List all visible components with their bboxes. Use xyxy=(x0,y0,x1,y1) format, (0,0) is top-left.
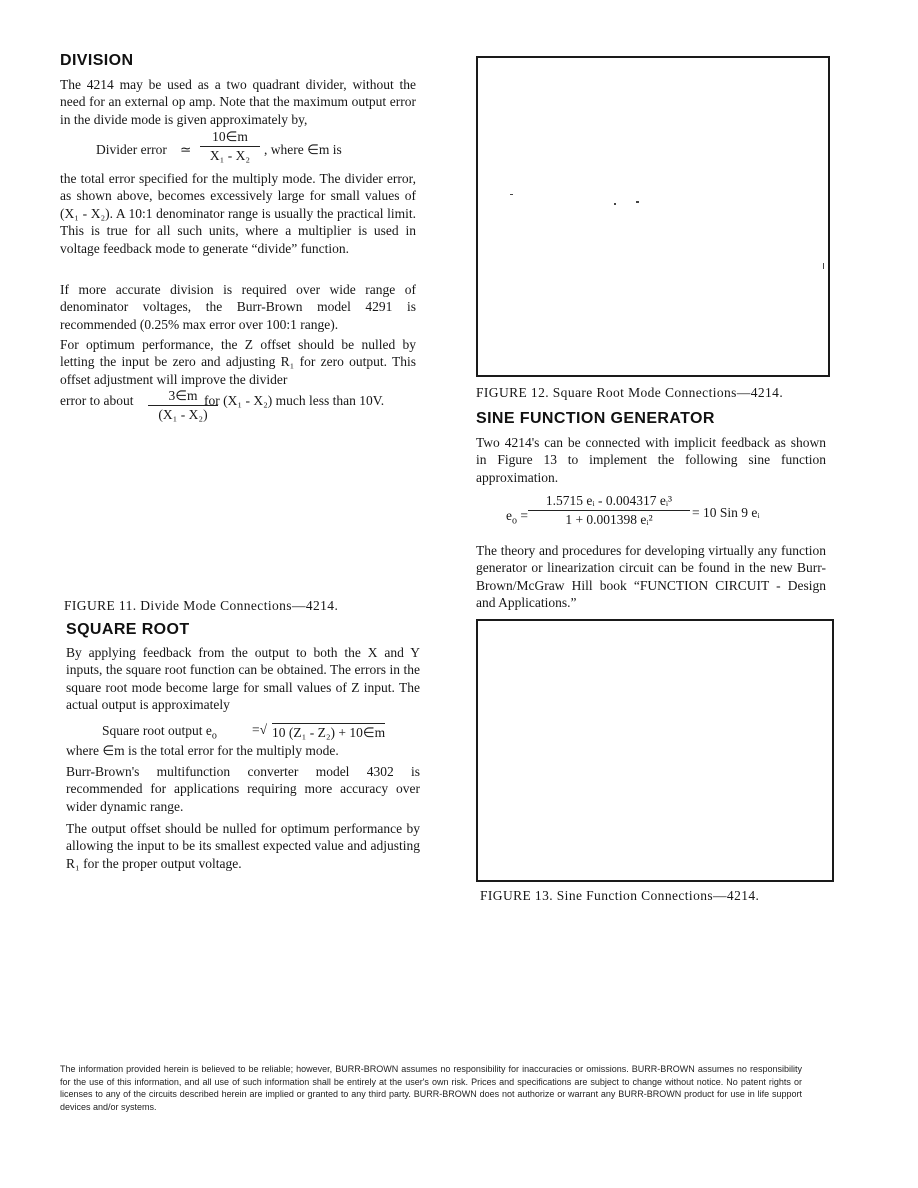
square-root-intro-paragraph: By applying feedback from the output to both the X and Y inputs, the square root function can be obtained. The errors in the square root mode become large for small values of Z input. The actual output is approximately xyxy=(66,645,420,713)
division-heading: DIVISION xyxy=(60,52,134,69)
sine-eq-fraction xyxy=(528,493,690,528)
radicand: 10 (Z₁ - Z₂) + 10∈m xyxy=(272,725,386,740)
approx-symbol: ≃ xyxy=(180,142,192,157)
scan-speck xyxy=(510,194,513,195)
division-offset-paragraph: For optimum performance, the Z offset should be nulled by letting the input be zero and adjusting R₁ for zero output. This offset adjustment will improve the divider xyxy=(60,337,416,387)
figure-11-caption: FIGURE 11. Divide Mode Connections—4214. xyxy=(64,598,339,613)
sine-eq-bar xyxy=(528,510,690,511)
legal-disclaimer: The information provided herein is believed to be reliable; however, BURR-BROWN assumes no responsibility for inaccuracies or omissions. BURR-BROWN assumes no responsibility for the use of this information, and all use of such information shall be entirely at the user's own risk. Prices and specifications are subject to change without notice. No patent rights or licenses to any of the circuits described herein are implied or granted to any third party. BURR-BROWN does not authorize or warrant any BURR-BROWN product for use in life support devices and/or systems. xyxy=(60,1064,802,1112)
sine-eq-numerator: 1.5715 eᵢ - 0.004317 eᵢ³ xyxy=(545,493,673,508)
figure-13-box xyxy=(476,619,834,882)
offset-eq-denominator: (X₁ - X₂) xyxy=(158,407,208,422)
figure-12-caption: FIGURE 12. Square Root Mode Connections—4214. xyxy=(476,385,784,400)
fraction-bar xyxy=(200,146,260,147)
divider-error-label: Divider error xyxy=(96,142,167,157)
divider-error-fraction xyxy=(200,129,260,164)
scan-speck xyxy=(614,203,616,205)
fraction-numerator: 10∈m xyxy=(212,129,248,144)
sine-eq-rhs: = 10 Sin 9 eᵢ xyxy=(692,505,760,520)
sine-reference-paragraph: The theory and procedures for developing virtually any function generator or linearization circuit can be found in the new Burr-Brown/McGraw Hill book “FUNCTION CIRCUIT - Design and Applications.” xyxy=(476,543,826,611)
offset-eq-suffix: for (X₁ - X₂) much less than 10V. xyxy=(204,393,385,408)
scan-speck xyxy=(636,201,639,203)
square-root-error-paragraph: where ∈m is the total error for the multiply mode. xyxy=(66,743,339,758)
divider-error-tail: , where ∈m is xyxy=(264,142,342,157)
equals-radical-sign: =√ xyxy=(252,722,268,737)
sine-eq-lhs: $e_o$ = xyxy=(506,508,528,527)
square-root-model-paragraph: Burr-Brown's multifunction converter model 4302 is recommended for applications requiring more accuracy over wider dynamic range. xyxy=(66,764,420,814)
figure-13-caption: FIGURE 13. Sine Function Connections—4214. xyxy=(480,888,760,903)
scan-speck xyxy=(823,263,824,269)
offset-eq-numerator: 3∈m xyxy=(168,388,198,403)
division-intro-paragraph: The 4214 may be used as a two quadrant divider, without the need for an external op amp. Note that the maximum output error in the divide mode is given approximately by, xyxy=(60,77,416,127)
square-root-heading: SQUARE ROOT xyxy=(66,621,190,638)
fraction-denominator: X₁ - X₂ xyxy=(209,148,251,163)
division-error-paragraph: the total error specified for the multiply mode. The divider error, as shown above, becomes excessively large for small values of (X₁ - X₂). A 10:1 denominator range is usually the practical limit. This is true for all such units, where a multiplier is used in voltage feedback mode to generate “divide” function. xyxy=(60,171,416,256)
square-root-output-label: Square root output $e_o$ xyxy=(102,723,217,742)
sine-intro-paragraph: Two 4214's can be connected with implicit feedback as shown in Figure 13 to implement the following sine function approximation. xyxy=(476,435,826,485)
sine-heading: SINE FUNCTION GENERATOR xyxy=(476,410,715,427)
sine-eq-denominator: 1 + 0.001398 eᵢ² xyxy=(565,512,653,527)
offset-eq-prefix: error to about xyxy=(60,393,134,408)
square-root-offset-paragraph: The output offset should be nulled for optimum performance by allowing the input to be its smallest expected value and adjusting R₁ for the proper output voltage. xyxy=(66,821,420,871)
figure-12-box xyxy=(476,56,830,377)
division-accuracy-paragraph: If more accurate division is required over wide range of denominator voltages, the Burr-Brown model 4291 is recommended (0.25% max error over 100:1 range). xyxy=(60,282,416,332)
